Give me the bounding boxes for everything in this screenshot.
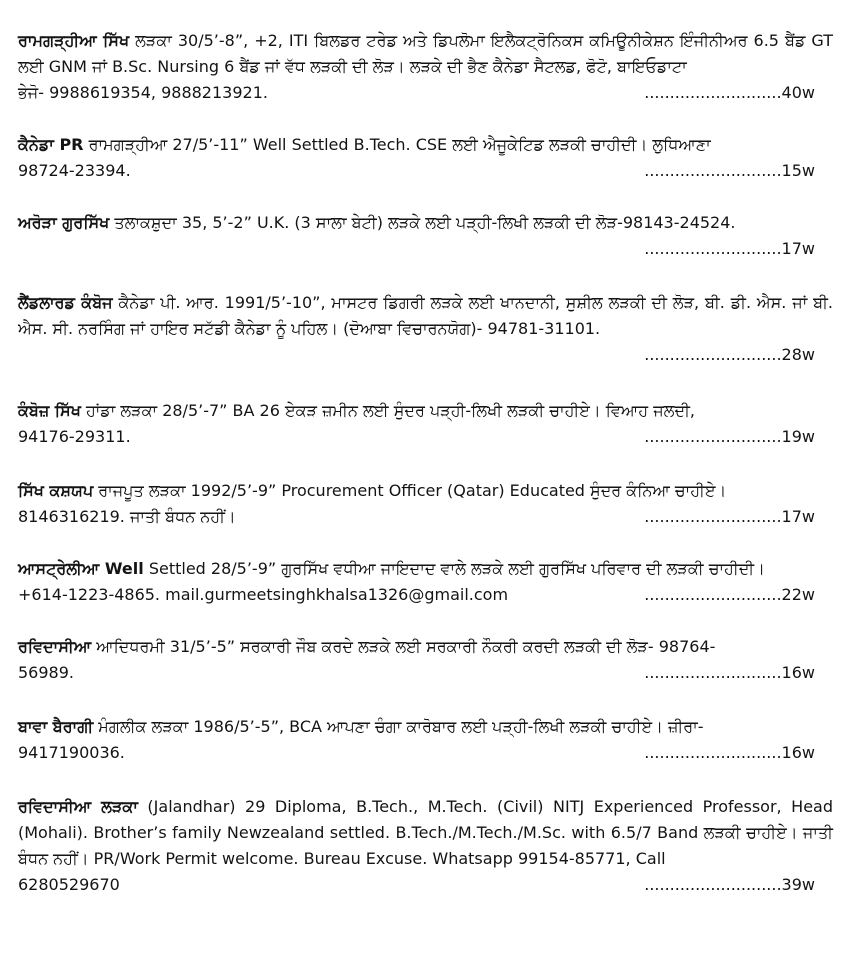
ad-contact: +614-1223-4865. mail.gurmeetsinghkhalsa1326@gmail.com [18, 585, 509, 604]
ad-entry-6 [18, 478, 833, 530]
ad-text: ਮੰਗਲੀਕ ਲੜਕਾ 1986/5’-5”, BCA ਆਪਣਾ ਚੰਗਾ ਕਾਰੋਬਾਰ ਲਈ ਪੜ੍ਹੀ-ਲਿਖੀ ਲੜਕੀ ਚਾਹੀਏ। ਜ਼ੀਰਾ- [93, 717, 704, 736]
ad-body [18, 132, 833, 158]
ad-body [18, 28, 833, 80]
ad-body [18, 794, 833, 872]
ad-lead: ਰਵਿਦਾਸੀਆ ਲੜਕਾ [18, 797, 138, 816]
ad-body [18, 634, 833, 660]
ad-text: ਰਾਮਗੜ੍ਹੀਆ 27/5’-11” Well Settled B.Tech. CSE ਲਈ ਐਜੂਕੇਟਿਡ ਲੜਕੀ ਚਾਹੀਦੀ। ਲੁਧਿਆਣਾ [83, 135, 711, 154]
ad-lead: ਕੈਨੇਡਾ PR [18, 135, 84, 154]
ad-body [18, 210, 833, 236]
ad-word-count: ...........................22w [644, 585, 815, 604]
ad-footer [18, 740, 833, 766]
ad-entry-1 [18, 28, 833, 106]
ad-word-count: ...........................17w [644, 239, 815, 258]
ad-entry-10 [18, 794, 833, 898]
ad-word-count: ...........................16w [644, 743, 815, 762]
ad-lead: ਬਾਵਾ ਬੈਰਾਗੀ [18, 717, 94, 736]
ad-lead: ਰਾਮਗੜ੍ਹੀਆ ਸਿੱਖ [18, 31, 130, 50]
ad-text: Settled 28/5’-9” ਗੁਰਸਿੱਖ ਵਧੀਆ ਜਾਇਦਾਦ ਵਾਲੇ ਲੜਕੇ ਲਈ ਗੁਰਸਿੱਖ ਪਰਿਵਾਰ ਦੀ ਲੜਕੀ ਚਾਹੀਦੀ। [143, 559, 765, 578]
ad-lead: ਕੰਬੋਜ਼ ਸਿੱਖ [18, 401, 81, 420]
ad-footer [18, 158, 833, 184]
ad-text: ਹਾਂਡਾ ਲੜਕਾ 28/5’-7” BA 26 ਏਕੜ ਜ਼ਮੀਨ ਲਈ ਸੁੰਦਰ ਪੜ੍ਹੀ-ਲਿਖੀ ਲੜਕੀ ਚਾਹੀਏ। ਵਿਆਹ ਜਲਦੀ, [80, 401, 695, 420]
ad-entry-8 [18, 634, 833, 686]
ad-contact: 56989. [18, 663, 74, 682]
ad-lead: ਰਵਿਦਾਸੀਆ [18, 637, 92, 656]
ad-word-count: ...........................39w [644, 875, 815, 894]
ad-contact: 8146316219. ਜਾਤੀ ਬੰਧਨ ਨਹੀਂ। [18, 507, 236, 526]
ad-body [18, 714, 833, 740]
ad-footer [18, 236, 833, 262]
ad-word-count: ...........................16w [644, 663, 815, 682]
ad-body [18, 398, 833, 424]
ad-word-count: ...........................15w [644, 161, 815, 180]
ad-lead: ਆਸਟ੍ਰੇਲੀਆ Well [18, 559, 144, 578]
ad-footer [18, 660, 833, 686]
ad-text: (Jalandhar) 29 Diploma, B.Tech., M.Tech. (Civil) NITJ Experienced Professor, Head (Mohali). Brother’s family Newzealand settled. B.Tech./M.Tech./M.Sc. with 6.5/7 Band ਲੜਕੀ ਚਾਹੀਏ। ਜਾਤੀ ਬੰਧਨ ਨਹੀਂ। PR/Work Permit welcome. Bureau Excuse. Whatsapp 99154-85771, Call [18, 797, 833, 868]
ad-word-count: ...........................19w [644, 427, 815, 446]
ad-text: ਰਾਜਪੂਤ ਲੜਕਾ 1992/5’-9” Procurement Officer (Qatar) Educated ਸੁੰਦਰ ਕੰਨਿਆ ਚਾਹੀਏ। [93, 481, 727, 500]
ad-lead: ਲੈਂਡਲਾਰਡ ਕੰਬੋਜ [18, 293, 113, 312]
ad-lead: ਸਿੱਖ ਕਸ਼ਯਪ [18, 481, 94, 500]
ad-contact: 9417190036. [18, 743, 125, 762]
ad-text: ਕੈਨੇਡਾ ਪੀ. ਆਰ. 1991/5’-10”, ਮਾਸਟਰ ਡਿਗਰੀ ਲੜਕੇ ਲਈ ਖਾਨਦਾਨੀ, ਸੁਸ਼ੀਲ ਲੜਕੀ ਦੀ ਲੋੜ, ਬੀ. ਡੀ. ਐਸ. ਜਾਂ ਬੀ. ਐਸ. ਸੀ. ਨਰਸਿੰਗ ਜਾਂ ਹਾਇਰ ਸਟੱਡੀ ਕੈਨੇਡਾ ਨੂੰ ਪਹਿਲ। (ਦੋਆਬਾ ਵਿਚਾਰਨਯੋਗ)- 94781-31101. [18, 293, 833, 338]
ad-contact: ਭੇਜੋ- 9988619354, 9888213921. [18, 83, 268, 102]
ad-word-count: ...........................17w [644, 507, 815, 526]
ad-entry-7 [18, 556, 833, 608]
ad-contact: 6280529670 [18, 875, 120, 894]
ad-entry-2 [18, 132, 833, 184]
ad-footer [18, 424, 833, 450]
ad-entry-3 [18, 210, 833, 262]
ad-body [18, 478, 833, 504]
ad-word-count: ...........................28w [644, 345, 815, 364]
ad-footer [18, 582, 833, 608]
ad-word-count: ...........................40w [644, 83, 815, 102]
ad-entry-9 [18, 714, 833, 766]
ad-body [18, 290, 833, 342]
ad-text: ਆਦਿਧਰਮੀ 31/5’-5” ਸਰਕਾਰੀ ਜੌਬ ਕਰਦੇ ਲੜਕੇ ਲਈ ਸਰਕਾਰੀ ਨੌਕਰੀ ਕਰਦੀ ਲੜਕੀ ਦੀ ਲੋੜ- 98764- [91, 637, 716, 656]
ad-footer [18, 342, 833, 368]
ad-entry-5 [18, 398, 833, 450]
ad-body [18, 556, 833, 582]
ad-entry-4 [18, 290, 833, 368]
ad-lead: ਅਰੋੜਾ ਗੁਰਸਿੱਖ [18, 213, 110, 232]
ad-contact: 94176-29311. [18, 427, 131, 446]
ad-footer [18, 80, 833, 106]
ad-footer [18, 504, 833, 530]
ad-footer [18, 872, 833, 898]
ad-text: ਲੜਕਾ 30/5’-8”, +2, ITI ਬਿਲਡਰ ਟਰੇਡ ਅਤੇ ਡਿਪਲੋਮਾ ਇਲੈਕਟ੍ਰੋਨਿਕਸ ਕਮਿਊਨੀਕੇਸ਼ਨ ਇੰਜੀਨੀਅਰ 6.5 ਬੈਂਡ GT ਲਈ GNM ਜਾਂ B.Sc. Nursing 6 ਬੈਂਡ ਜਾਂ ਵੱਧ ਲੜਕੀ ਦੀ ਲੋੜ। ਲੜਕੇ ਦੀ ਭੈਣ ਕੈਨੇਡਾ ਸੈਟਲਡ, ਫੋਟੋ, ਬਾਇਓਡਾਟਾ [18, 31, 833, 76]
ad-contact: 98724-23394. [18, 161, 131, 180]
ad-text: ਤਲਾਕਸ਼ੁਦਾ 35, 5’-2” U.K. (3 ਸਾਲਾ ਬੇਟੀ) ਲੜਕੇ ਲਈ ਪੜ੍ਹੀ-ਲਿਖੀ ਲੜਕੀ ਦੀ ਲੋੜ-98143-24524. [109, 213, 736, 232]
